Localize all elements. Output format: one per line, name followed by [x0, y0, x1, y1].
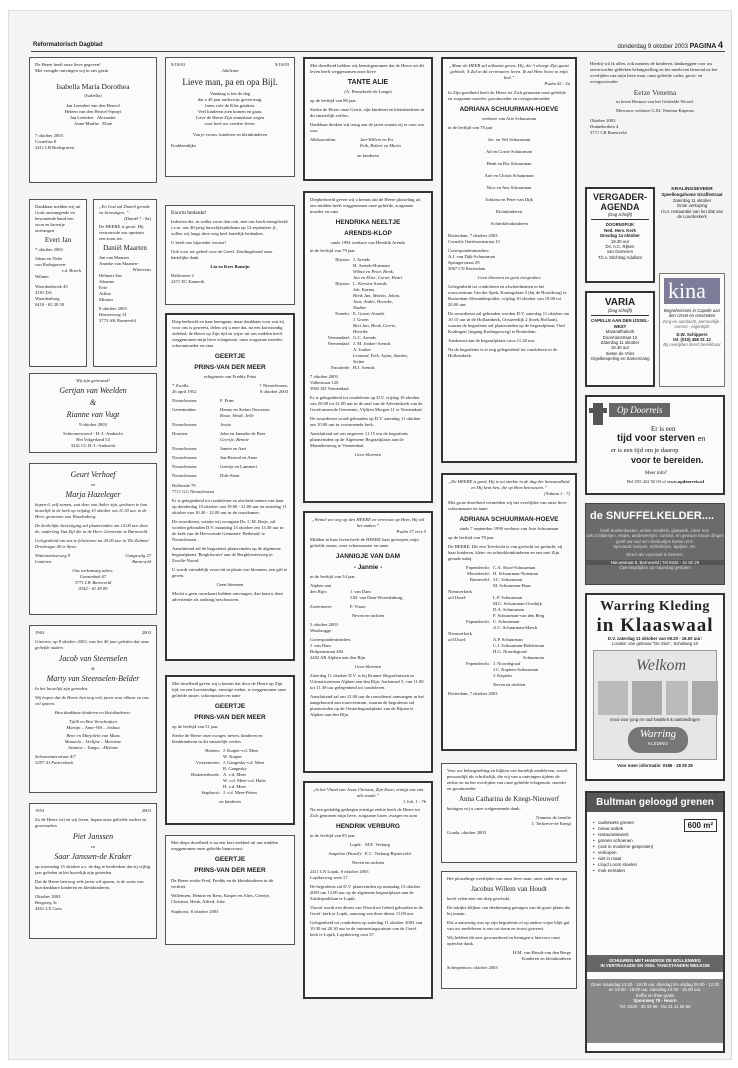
- column-5: [585, 57, 725, 189]
- notice-name: Isabella Maria Dorothea: [56, 82, 130, 91]
- bullet-icon: •: [593, 832, 595, 837]
- death-notice-arends-klop: Diepbedroefd geven wij u kennis dat de Heere plotseling uit ons midden heeft weggenomen onze geliefde, zorgzame moeder en oma HENDRIKA NEELTJE ARENDS-KLOP sinds 1994 weduwe van Hendrik Arends in de leeftijd van 79 jaar. Rijssen: J. Arends H. Arends-Huisman Wilma en Peter, Henk, Jan en Elise, Corné, Henri Rijssen: L. Kerwin-Arends Joh. Karma Henk Jan, Martin, Johan, Jans, Andre, Henrike, Nadine Ermelo: E. Groen-Arends J. Groen Bert Jan, Henk, Gerrie, Henrike Veenendaal: G.C. Arends Veenendaal: J. M. Jonker-Arends A. Jonker Leonard, Erik, Arjan, Sandra, Stefan Enschede: H.J. Arends 7 oktober 2003 Valkestraat 120 3902 ZD Veenendaal Er is gelegenheid tot condoleren op D.V. vrijdag 10 oktober van 20.00 tot 21.00 uur in de zaal van de Adventskerk van de Gereformeerde Gemeente, Vijftien Morgen 11 te Veenendaal. De rouwdienst wordt gehouden op D.V. zaterdag 11 oktober om 10.00 uur in voornoemde kerk. Aansluitend zal om ongeveer 11.15 uur de begrafenis plaatsvinden op de Algemene Begraafplaats aan de Munnikenweg te Veenendaal. Geen bloemen: [303, 191, 433, 503]
- bultman-hours: Open maandag 13.00 - 18.00 uur, dinsdag t/m vrijdag 09.00 - 12.00 en 13.00 - 18.00 uur, zaterdag 10.00 - 16.00 uur. Koffie en thee gratis Spoorweg 78 - Hoorn Tel. 0229 - 40 33 98 - fax 21 11 65 55: [587, 979, 723, 1043]
- column-2: [165, 57, 295, 953]
- bullet-icon: •: [593, 856, 595, 861]
- death-notice-verburg: „In het Vlaad van Jezus Christus, Zijn Zoon, reinigt ons van alle zonde.” 1 Joh. 1 : 7b Na een geduldig gedragen ernstige ziekte heeft de Heere tot Zich genomen mijn lieve, zorgzame broer, zwager en oom HENDRIK VERBURG in de leeftijd van 85 jaar. Lopik: M.E. Verburg Ampeloo (Brazil): E.C. Verburg-Bijsterveld Neven en nichten 2411 LN Lopik, 8 oktober 2003 Lopikerweg west 17 De begrafenis zal D.V. plaatsvinden op maandag 13 oktober 2003 om 13.00 uur op de algemene begraafplaats aan de Zuiderparklaan te Lopik. Vooraf wordt een dienst van Woord en Gebed gehouden in de Geref. kerk te Lopik, aanvang van deze dienst 11.00 uur. Gelegenheid tot condoleren op zaterdag 11 oktober 2003 van 19.30 tot 20.30 uur in de ontmoetingsruimte van de Geref. kerk te Lopik, Lopikerweg oost 37.: [303, 781, 433, 999]
- death-notice-jannigje: „Wentel uw weg op den HEERE en vertrouw op Hem, Hij zal het maken.” Psalm 37 vers 5 Midden in haar leven heeft de HEERE haar geroepen, mijn geliefde zuster, onze schoonzuster en tante. JANNIGJE VAN DAM - Jannie - in de leeftijd van 54 jaar. Alphen aan den Rijn: J. van Dam J.M. van Dam-Woerdenburg Zoetermeer: P. Visser Neven en nichten 5 oktober 2003 Woubrugge Correspondentieadres: J. van Dam Brilpainstraat 484 2402 AR Alphen aan den Rijn Geen bloemen Zaterdag 11 oktober D.V. is bij Kramer Begrafenissen in Uitvaartcentrum Alphen aan den Rijn, Aarkanaal 5, van 11.00 tot 11.30 uur gelegenheid tot condoleren. Aansluitend zal om 12.00 uur de rouwdienst aanvangen in het aangebouwd aan rouwcentrum, waarna de begrafenis zal plaatsvinden op de Oosterbegraafplaats van de Rijnen te Alphen aan den Rijn.: [303, 511, 433, 773]
- op-doorreis-logo: Op Doorreis: [609, 403, 670, 417]
- masthead-rule: [31, 51, 725, 52]
- notice-name: GEERTJE: [214, 703, 246, 710]
- jubilee-notice-bijl: 9/10/63 9/10/03 Jubileum Lieve man, pa en opa Bijl. Vandaag is het de dag dat u 40 jaar onderwijs geven mag. Jaren vole de Klas getaken. Veel kinderen zien komen en gaan. Gave de Heere Zijn onmisbare zegen voor heel uw verdere leven. Van je vrouw, kinderen en kleinkinderen Krabbendijke: [165, 57, 295, 177]
- anniversary-notice-janssen: 1953 2003 Zo de Heere wil en wij leven, hopen onze geliefde ouders en grootouders Piet Janssen en Saar Janssen-de Kraker op woensdag 15 oktober a.s. de dag te herdenken dat zij vijftig jaar geleden in het huwelijk zijn getreden. Dat de Heere hen nog vele jaren wil sparen, is de wens van hun dankbare kinderen en kleinkinderen. Oktober 2003 Bergweg 3c 4461 LX Goes: [29, 803, 157, 939]
- wedding-notice-gertjan: Wij zijn getrouwd! Gertjan van Weelden & Rianne van Vugt 9 oktober 2003 Schoonrewoerd - H.-I.-Ambacht Het Volgerland 54 3341 CL H.-I.-Ambacht: [29, 373, 157, 453]
- notice-name: Marty van Steenselen-Belder: [46, 674, 140, 683]
- death-notice-schuurman-family: „Maar de HEER zal uitkomst geven, Hij, die 't alwege Zijn gunst gebiedt; 'k Zal in dit vertrouwen leven. Ik zal Hem loven in mijn lied.” Psalm 42 : 5a In Zijn goedheid heeft de Heere tot Zich genomen onze geliefde en zorgzame moeder, grootmoeder en overgrootmoeder ADRIANA SCHUURMAN-HOEVE weduwe van Arie Schuurman in de leeftijd van 78 jaar Jac. en Nel Schuurman Ad en Corrie Schuurman Henk en Ria Schuurman Arie en Christi Schuurman Nico en Ans Schuurman Adriana en Peter van Dijk Kleinkinderen Achterkleinkinderen Rotterdam, 7 oktober 2003 Cornelis Outshoornstraat 15 Correspondentieadres: A.J. van Dijk-Schuurman Springerstraat 29 3067 CN Rotterdam Geen bloemen en geen toespraken Gelegenheid tot condoleren en afscheidnemen in het rouwcentrum Van der Spek, Koningslaan 5 (bij de Hoofdweg) te Rotterdam-Alexanderpolder, vrijdag 10 oktober van 19.00 tot 20.00 uur. De rouwdienst zal gehouden worden D.V. zaterdag 11 oktober om 10.15 uur in de Hoflaankerk, Oostzeedijk 2 (hoek Hoflaan), waarna de begrafenis zal plaatsvinden op de begraafplaats 'Oud Kralingen' (ingang Kralingseweg) te Rotterdam. Aankomst aan de begraafplaats circa 11.20 uur. Na de begrafenis is er nog gelegenheid tot condoleren in de Hoflaankerk.: [441, 57, 577, 463]
- cross-icon-bar: [589, 408, 607, 413]
- wedding-notice-geurt: Geurt Verhoef en Marja Hazeleger hopen 6, zelf samen, wat deze van Anker zijn, gesloten te hun huwelijk in de kerk op vrijdag 10 oktober om 11.30 uur in de Herv. gemeente van Woudenberg. De kerkelijke bevestiging zal plaatsvinden om 14.00 uur door ds. ouderling Van Zijl die in de Herv. Gemeente te Barneveld. Gelegenheid om ons te feliciteren na 20.00 uur in 'De Zalmen' Driebergse 40 te Stroe. Wittensteinseweg 9 Gangswilg 27 Lunteren Barneveld Ons toekomstig adres: Ganzenhuk 67 3771 LW Barneveld 0342 - 41 49 89: [29, 463, 157, 615]
- death-notice-geertje-family: Diep bedroefd en haar heengaan, maar dankbaar voor wat zij voor ons is geweest, delen wij u mee dat, na een kortstondig ziekbed, de Heere op Zijn tijd en wijze uit ons midden heeft weggenomen mijn lieve echtgenote, onze zorgzame moeder, schoonmoeder en oma GEERTJE PRINS-VAN DER MEER echtgenote van Freddy Prins * Zwolle, † Nieuwleusen, 26 april 1952 8 oktober 2003 Nieuwleusen: F. Prins Genemuiden: Henny en Stefan Ouwerzer Rosie, Heidi, Jelle Nieuwleusen: Jessie Dronten: John en Janneke de Boer Geertje, Bennie Nieuwleusen: Jannie en Aart Nieuwleusen: Jan-Berend en Anne Nieuwleusen: Geertje en Lammert Nieuwleusen: Dirk-Stein Bollerade 79 7711 GG Nieuwleusen Er is gelegenheid tot condoleren en afscheid nemen van haar op donderdag 10 oktober van 19.00 - 21.00 uur en zaterdag 11 oktober van 10.30 - 12.00 uur in de rouwkamer. De rouwdienst, waarin wij voorgaan Ds. C.M. Buijs, zal worden gehouden D.V. maandag 13 oktober om 13.30 uur in de kerk van de Hervormde Gemeente 'Bethesda' te Nieuwleusen. Aansluitend zal de begrafenis plaatsvinden op de algemene begraafplaats 'Bergklooster' aan de Bergklostersweg in Zwolle-Noord. U wordt vriendelijk verzocht in plaats van bloemen, een gift te geven. Geen bloemen Mocht u geen rouwkaart hebben ontvangen, dan kunt u deze advertentie als zodanig beschouwen.: [165, 313, 295, 661]
- notice-name: Marja Hazeleger: [65, 490, 121, 499]
- photo-thumbnail: [632, 681, 662, 715]
- notice-name: Evert Jan: [44, 236, 72, 244]
- bultman-item: • restauratiewerk: [593, 832, 629, 837]
- thanks-notice-bonsijn: Enorm bedankt! Iedereen die, in welke vorm dan ook, met ons heeft meegeleefd t.v.m. ons 40-jarig huwelijksjubileum op 12 september jl., willen wij langs deze weg heel hartelijk bedanken. U heeft ons bijzonder verrast! Ook voor uw gebed voor de Geref. Zendingsbond onze hartelijke dank. Lia en Kees Bonsijn Hallesteen 2 2471 EC Kamerik: [165, 205, 295, 305]
- area-badge: 600 m²: [684, 819, 717, 832]
- notice-name: Rianne van Vugt: [66, 410, 120, 419]
- notice-name: Gertjan van Weelden: [59, 386, 127, 395]
- op-doorreis-ad: Op Doorreis Er is een tijd voor sterven en er is een tijd om je daarop voor te bereiden. Meer info? Bel 055 422 92 03 of www.opdoorreis.nl: [585, 395, 725, 495]
- anniversary-notice-steenselen: 1963 2003 Gisteren, op 8 oktober 2003, was het 40 jaar geleden dat onze geliefde ouders Jacob van Steenselen & Marty van Steenselen-Belder In het huwelijk zijn getreden. Wij hopen dat de Heere hen nog vele jaren voor elkaar en ons wil sparen. Hun dankbare kinderen en kleinkinderen: Tjalli en Ben Verschuijten Martijn – Anne-Wil – Joshua Rene en Marjolein van Maas Manuela – Verlijne – Martiene Jasmine – Tangu – Melanie Schoonmaerstraat 4/7 3297 AJ Puttershoek: [29, 625, 157, 793]
- bullet-icon: •: [593, 850, 595, 855]
- birth-notice-evert-jan: Dankbaar melden wij uit Gods ontvangende en bewonende hand een zoon en broertje ontvangen Evert Jan 7 oktober 2003 Johan en Nelie van Bodegraven- v.d. Boech Wilmer Woerdenbroek 45 4181 DA Waardenburg 0418 - 65 28 59: [29, 199, 87, 367]
- warring-photo-panel: Welkom mooi voor jong en oud kwaliteit & aanbiedingen Warring KLEDING: [593, 650, 717, 760]
- notice-name: HENDRIK VERBURG: [336, 823, 400, 830]
- notice-name: ADRIANA SCHUURMAN-HOEVE: [459, 106, 559, 113]
- photo-thumbnail: [692, 681, 718, 715]
- notice-name: Geurt Verhoef: [70, 470, 116, 479]
- bultman-ad: Bultman geloogd grenen 600 m² • ouderwets grenen • nieuw antiek • restauratiewerk • grenen schoenen • (ook in moderne gesproten) • verkopen • niet in maat • Lloyd Loom stoelen • mok eentalen SCHUUREN MET HANDIGE DE BOLLENWEG IN VERTRAAGDE EN VEEL TANKSTANDEN WELKOM Open maandag 13.00 - 18.00 uur, dinsdag t/m vrijdag 09.00 - 12.00 en 13.00 - 18.00 uur, zaterdag 10.00 - 16.00 uur. Koffie en thee gratis Spoorweg 78 - Hoorn Tel. 0229 - 40 33 98 - fax 21 11 65 55: [585, 791, 725, 1053]
- varia-ad: VARIA (Dag schrijft) CAPELLE AAN DEN IJSSEL-WEST Maranathakerk Doormanstraat 12 Zaterdag 11 oktober 19.30 uur Sietse de Vries Orgelbespeling en Samenzang: [585, 291, 655, 387]
- paper-name: Reformatorisch Dagblad: [33, 42, 103, 48]
- masthead: [9, 11, 731, 51]
- notice-name: Piet Janssen: [72, 832, 114, 841]
- death-notice-tante-alie: Met droefheid hebben wij kennisgenomen dat de Heere uit dit leven heeft weggenomen onze lieve TANTE ALIE (A. Pennekoek-de Lange) op de leeftijd van 86 jaar. Sterke de Heere onze Gerrit, zijn kinderen en kleinkinderen in dit smartelijk verlies. Dankbaar denken wij terug aan de jaren waarin zij er voor ons was. Alblasserdam: Jan-Willem en Eri Erik, Robert en Maria en kinderen: [303, 57, 433, 181]
- page-date: donderdag 9 oktober 2003 PAGINA 4: [617, 40, 723, 50]
- snuffelkelder-ad: de SNUFFELKELDER.... heeft boekenkasten, antiek meubels, glaswerk, zilver enz. ook schilderijen, etsjes, aardewerkjes, curiosa, en gewoon mooie dingen geeft uw oud sen vierbootjes kasten enz. Speciaalt: lampen, schilderijen, tapijten, etc. Direct als voorraad te kennen. Nieuwstraat 8, Barneveld | Tel 0342 - 41 82 29 Openingstijden op maandag gesloten: [585, 503, 725, 585]
- column-3: [303, 57, 433, 1007]
- newspaper-page: [8, 10, 732, 1060]
- notice-name: Eetze Venema: [633, 88, 677, 97]
- bultman-item: • grenen schoenen: [593, 838, 633, 843]
- notice-name: Daniël Maarten: [103, 244, 147, 252]
- thanks-notice-venema: Hierbij wil ik allen, ook namens de kinderen, dankzeggen voor uw onverwachte gebleken belangstelling en het meeleven betoond na het overlijden van mijn lieve man, onze geliefde vader, groot- en overgrootvader Eetze Venema in leven Bestuur van het Gedeelde Woord. Mevrouw weduwe G.M. Venema-Kuperus Oktober 2003 Dunnekerken 4 3771 CR Barneveld: [585, 57, 725, 181]
- birth-notice-isabella: De Heere heeft onze lieve gegeven! Met vreugde ontvingen wij in ons gezin Isabella Maria Dorothea (Isabella) Jan Leendert van den Heuvel Heleen van den Heuvel-Spruyt Jan Leendert Alexander Anne-Marthe Eline 7 oktober 2003 Cornelius 8 2411 LB Bodegraven: [29, 57, 157, 183]
- notice-name: JANNIGJE VAN DAM: [335, 553, 401, 560]
- notice-name: Jacob van Steenselen: [58, 654, 128, 663]
- birth-notice-daniel: „En God zal Daniël gerade en bevestigen. ” (Daniël 7 : 8a) De HEERE is groot. Hij vertrouwde ons opnieuw een zoon toe. Daniël Maarten Jan van Maanen Anneke van Maanen- Wittevens Helmert-Jan Johanna Evie Arline Miriam 8 oktober 2003 Heesterweg 14 3773 AK Barneveld: [93, 199, 157, 367]
- notice-name: Anna Catharina de Knegt-Nieuwerf: [458, 795, 560, 803]
- bullet-icon: •: [593, 868, 595, 873]
- thanks-notice-de-knegt: Voor uw belangstelling en blijken van hartelijk medeleven, zowel persoonlijk als schriftelijk, die wij van u ontvingen tijdens de ziekte en na het overlijden van onze geliefde echtgenote, moeder en grootmoeder Anna Catharina de Knegt-Nieuwerf betuigen wij u onze welgemeende dank. Namens de familie J. Terhoeve-de Knegt Gouda, oktober 2003: [441, 763, 577, 863]
- photo-thumbnail: [666, 681, 688, 715]
- death-notice-geertje-neighbours: Met diepe droefheid is na een kort ziekbed uit ons midden weggenomen onze geliefde buurvrouw GEERTJE PRINS-VAN DER MEER De Heere sterke Fred, Freddy en de kleinkinderen in dit verdriet. Willemien, Hennie en Rens, Kasper en Alies, Geertje, Christina, Henk, Alfred, Joke Staphorst, 8 oktober 2003: [165, 835, 295, 945]
- notice-name: GEERTJE: [214, 353, 246, 360]
- bullet-icon: •: [593, 838, 595, 843]
- death-notice-schuurman-relatives: „De HEERE is goed, Hij is tot sterkte in de dag der benauwdheid en Hij kent hen, die op Hem betrouwen.” (Nahum 1 : 7) Met grote droefheid vermelden wij het overlijden van onze lieve schoonzuster en tante ADRIANA SCHUURMAN-HOEVE sinds 7 september 1990 weduwe van Arie Schuurman op de leeftijd van 78 jaar. De HEERE, Die een Toevlucht is van geslacht tot geslacht, zij haar kinderen, klein- en achterkleinkinderen en ons met Zijn genade nabij. Papendrecht: C.A. Sloof-Schuurman Moordrecht: H. Schuurman-Noteman Barneveld: J.C. Schuurman M. Schuurman-Baas Nieuwerkerk a/d IJssel: L.P. Schuurman M.C. Schuurman-Oosthijk D.A. Schuurman F. Schuurman-van den Berg Papendrecht: C. Schuurman A.C. Schuurman-Marsh Nieuwerkerk a/d IJssel: A.P. Schuurman C.J. Schuurman-Bohlerman H.G. Noordegraaf- Schuurman Papendrecht: J. Noordegraaf J.C. Kaptein-Schuurman J. Kaptein Neven en nichten Rotterdam, 7 oktober 2003: [441, 473, 577, 751]
- birth-notices-row: [29, 199, 157, 373]
- bultman-item: • ouderwets grenen: [593, 820, 635, 825]
- bullet-icon: •: [593, 862, 595, 867]
- kina-logo: kina: [664, 278, 720, 304]
- vergader-agenda-ad: VERGADER- AGENDA (Dag schrijft) DOORNSPIJK Ned. Herv. Kerk Dinsdag 14 oktober 19.30 uur Ds. A.C. Rijken van Gameren T.b.v. Stichting Adullam: [585, 187, 655, 283]
- photo-thumbnail: [598, 681, 628, 715]
- warring-logo: Warring KLEDING: [628, 727, 688, 753]
- column-4: [441, 57, 577, 997]
- notice-name: ADRIANA SCHUURMAN-HOEVE: [459, 516, 559, 523]
- death-notice-geertje-siblings: Met droefheid geven wij u kennis dat door de Heere op Zijn tijd, na een kortstondige, ernstige ziekte, is weggenomen onze geliefde zuster, schoonzuster en tante GEERTJE PRINS-VAN DER MEER op de leeftijd van 51 jaar. Sterke de Heere onze zwager, neven, kinderen en kleinkinderen in dit smartelijk verlies. Hattem: J. Kuiper-v.d. Meer W. Kuiper Vriezenveen: J. Gangesky-v.d. Meer B. Gangesky Hattemerbroek: A. v.d. Meer W. v.d. Meer-v.d. Hulst H. v.d. Meer Staphorst: J. v.d. Meer-Peters en kinderen: [165, 675, 295, 825]
- notice-name: Saar Janssen-de Kraker: [54, 852, 132, 861]
- column-1: [29, 57, 157, 947]
- bullet-icon: •: [593, 826, 595, 831]
- notice-name: Lieve man, pa en opa Bijl.: [182, 77, 278, 87]
- cross-icon: [593, 403, 603, 425]
- thanks-notice-van-houdt: Het plotselinge overlijden van onze lieve man, onze vader en opa Jacobus Willem van Houdt heeft velen met ons diep geschokt. De talrijke blijken van deelneming getuigen van de grote plaats die hij innam. Dat u aanwezig was op zijn begrafenis of op andere wijze blijk gaf van uw medeleven is ons tot steun en troost geweest. Wij hebben dit zeer gewaardeerd en betuigen u hiervoor onze oprechte dank. H.M. van Houdt-van den Berge Kinderen en kleinkinderen Scherpenisse, oktober 2003: [441, 871, 577, 989]
- bultman-item: • mok eentalen: [593, 868, 626, 873]
- notice-name: TANTE ALIE: [347, 79, 389, 86]
- bullet-icon: •: [593, 844, 595, 849]
- warring-kleding-ad: Warring Kleding in Klaaswaal D.V. zaterdag 11 oktober van 09.30 - 16.00 uur: Locatie: van gebouw "De Sion", Schulweg 10 Welkom mooi voor jong en oud kwaliteit & aanbiedingen Warring KLEDING Voor meer informatie: 0186 - 28 28 28: [585, 593, 725, 781]
- notice-name: HENDRIKA NEELTJE: [335, 219, 401, 226]
- bultman-info-bar: SCHUUREN MET HANDIGE DE BOLLENWEG IN VERTRAAGDE EN VEEL TANKSTANDEN WELKOM: [587, 955, 723, 972]
- kralingseveer-ad: KRALINGSEVEER Speellongahome Giraffestraat Zaterdag 11 oktober Grote verkoping t.b.v. restauratie van het dak van de Lourdeskerk: [660, 187, 724, 220]
- bultman-item: • (ook in moderne gesproten): [593, 844, 654, 849]
- notice-name: Jacobus Willem van Houdt: [471, 885, 547, 893]
- bultman-item: • Lloyd Loom stoelen: [593, 862, 638, 867]
- kina-ad: kina Begrafenissen in Capelle aan den IJssel en omstreken Zorg en aandacht, persoonlijk - correct - eigentijds D.W. Schippers tel. (010) 458 31 12 Bij overlijden direct bereikbaar: [659, 273, 725, 387]
- bullet-icon: •: [593, 820, 595, 825]
- bultman-item: • verkopen: [593, 850, 617, 855]
- notice-name: GEERTJE: [214, 856, 246, 863]
- bultman-item: • nieuw antiek: [593, 826, 624, 831]
- bultman-item: • niet in maat: [593, 856, 622, 861]
